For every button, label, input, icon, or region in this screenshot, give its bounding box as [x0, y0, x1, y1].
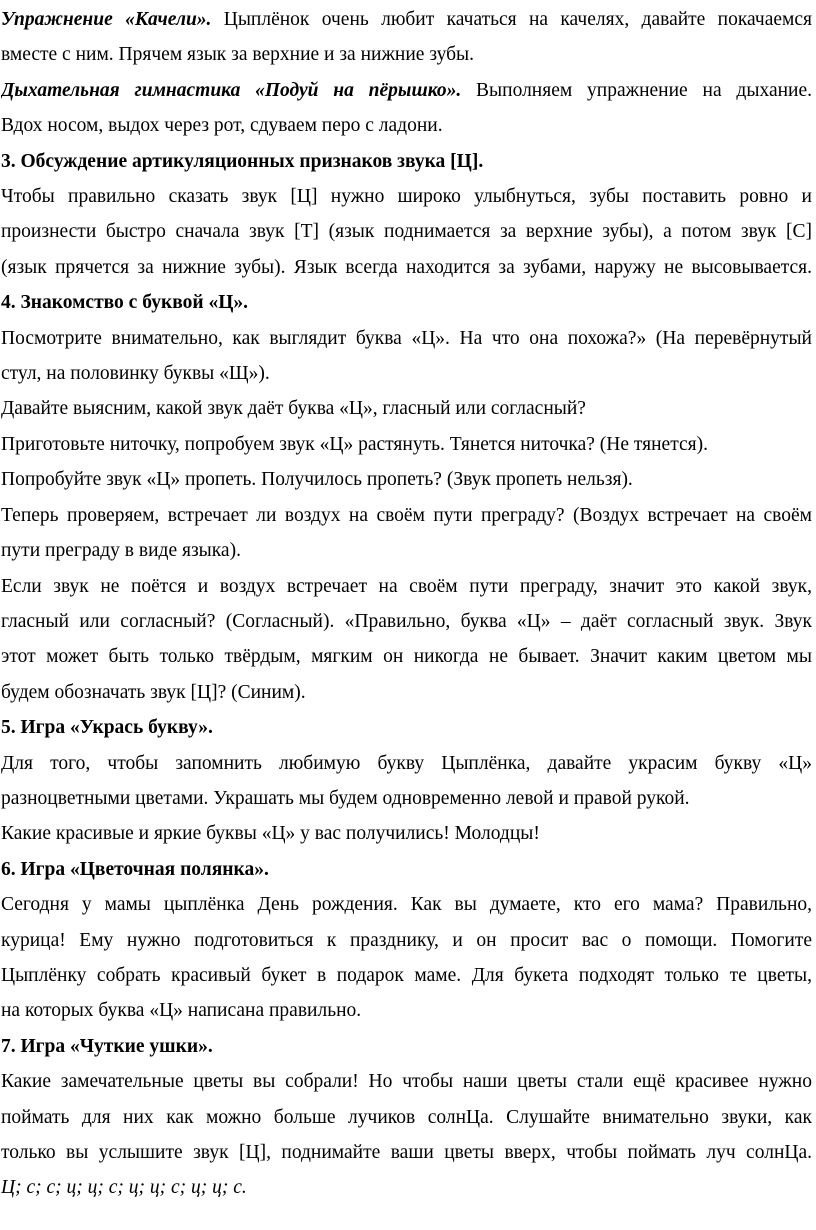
sound-sequence: Ц; с; с; ц; ц; с; ц; ц; с; ц; ц; с.	[1, 1177, 247, 1199]
paragraph-line: Сегодня у мамы цыплёнка День рождения. Как вы думаете, кто его мама? Правильно,	[1, 894, 812, 916]
paragraph-line: Теперь проверяем, встречает ли воздух на своём пути преграду? (Воздух встречает на своём	[1, 504, 812, 526]
paragraph-line: Цыплёнку собрать красивый букет в подарок маме. Для букета подходят только те цветы,	[1, 964, 812, 986]
paragraph-line: Приготовьте ниточку, попробуем звук «Ц» растянуть. Тянется ниточка? (Не тянется).	[1, 433, 708, 455]
paragraph-line: Какие замечательные цветы вы собрали! Но чтобы наши цветы стали ещё красивее нужно	[1, 1071, 812, 1093]
exercise-title-breathing: Дыхательная гимнастика «Подуй на пёрышко».	[1, 79, 462, 101]
paragraph-line: произнести быстро сначала звук [Т] (язык поднимается за верхние зубы), а потом звук [С]	[1, 221, 812, 243]
paragraph-text: Цыплёнок очень любит качаться на качелях, давайте покачаемся	[211, 9, 812, 30]
section-heading-5: 5. Игра «Укрась букву».	[1, 717, 213, 739]
paragraph-swing-line-2: вместе с ним. Прячем язык за верхние и за нижние зубы.	[1, 44, 475, 66]
paragraph-line: будем обозначать звук [Ц]? (Синим).	[1, 681, 306, 703]
paragraph-text: Выполняем упражнение на дыхание.	[461, 79, 812, 101]
paragraph-line: Какие красивые и яркие буквы «Ц» у вас получились! Молодцы!	[1, 823, 540, 845]
section-heading-7: 7. Игра «Чуткие ушки».	[1, 1035, 213, 1057]
paragraph-line: только вы услышите звук [Ц], поднимайте ваши цветы вверх, чтобы поймать луч солнЦа.	[1, 1142, 812, 1163]
paragraph-line: разноцветными цветами. Украшать мы будем одновременно левой и правой рукой.	[1, 787, 690, 809]
paragraph-line: пути преграду в виде языка).	[1, 540, 241, 562]
paragraph-line: Чтобы правильно сказать звук [Ц] нужно широко улыбнуться, зубы поставить ровно и	[1, 186, 812, 208]
paragraph-line: (язык прячется за нижние зубы). Язык всегда находится за зубами, наружу не высовывается.	[1, 256, 812, 278]
exercise-title-swing: Упражнение «Качели».	[1, 9, 212, 30]
paragraph-line: Попробуйте звук «Ц» пропеть. Получилось пропеть? (Звук пропеть нельзя).	[1, 469, 633, 491]
paragraph-line: Для того, чтобы запомнить любимую букву Цыплёнка, давайте украсим букву «Ц»	[1, 752, 812, 774]
section-heading-3: 3. Обсуждение артикуляционных признаков звука [Ц].	[1, 150, 484, 172]
paragraph-line: этот может быть только твёрдым, мягким он никогда не бывает. Значит каким цветом мы	[1, 646, 812, 668]
paragraph-line: гласный или согласный? (Согласный). «Правильно, буква «Ц» – даёт согласный звук. Звук	[1, 610, 812, 632]
paragraph-breathing-line-1	[1, 73, 812, 108]
section-heading-4: 4. Знакомство с буквой «Ц».	[1, 292, 248, 314]
paragraph-breathing-line-2: Вдох носом, выдох через рот, сдуваем перо с ладони.	[1, 115, 443, 137]
section-heading-6: 6. Игра «Цветочная полянка».	[1, 858, 269, 880]
paragraph-line: стул, на половинку буквы «Щ»).	[1, 363, 270, 385]
paragraph-line: на которых буква «Ц» написана правильно.	[1, 1000, 362, 1022]
paragraph-line: Посмотрите внимательно, как выглядит буква «Ц». На что она похожа?» (На перевёрнутый	[1, 327, 812, 349]
paragraph-line: Давайте выясним, какой звук даёт буква «Ц», гласный или согласный?	[1, 398, 586, 420]
paragraph-line: поймать для них как можно больше лучиков солнЦа. Слушайте внимательно звуки, как	[1, 1106, 812, 1128]
paragraph-line: Если звук не поётся и воздух встречает на своём пути преграду, значит это какой звук,	[1, 575, 812, 597]
paragraph-line: курица! Ему нужно подготовиться к празднику, и он просит вас о помощи. Помогите	[1, 929, 812, 951]
paragraph-swing-line-1	[1, 2, 812, 37]
